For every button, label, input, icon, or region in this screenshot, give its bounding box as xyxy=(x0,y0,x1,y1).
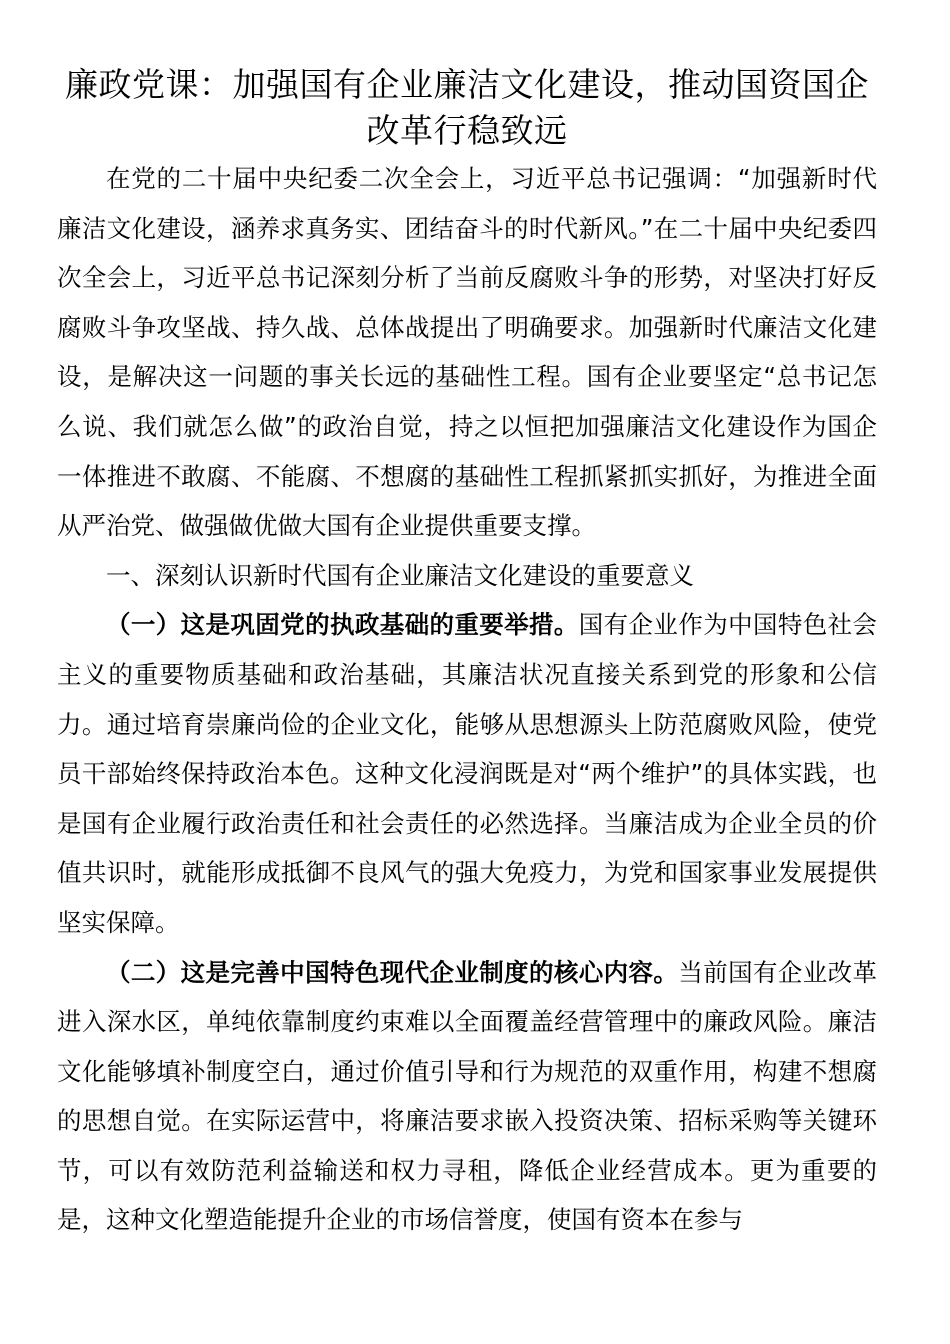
intro-paragraph: 在党的二十届中央纪委二次全会上，习近平总书记强调：“加强新时代廉洁文化建设，涵养求真务实、团结奋斗的时代新风。”在二十届中央纪委四次全会上，习近平总书记深刻分析了当前反腐败斗争的形势，对坚决打好反腐败斗争攻坚战、持久战、总体战提出了明确要求。加强新时代廉洁文化建设，是解决这一问题的事关长远的基础性工程。国有企业要坚定“总书记怎么说、我们就怎么做”的政治自觉，持之以恒把加强廉洁文化建设作为国企一体推进不敢腐、不能腐、不想腐的基础性工程抓紧抓实抓好，为推进全面从严治党、做强做优做大国有企业提供重要支撑。 xyxy=(57,164,877,541)
section-heading: 一、深刻认识新时代国有企业廉洁文化建设的重要意义 xyxy=(106,560,694,590)
document-page xyxy=(57,62,877,1245)
point-2-lead: （二）这是完善中国特色现代企业制度的核心内容。 xyxy=(106,957,679,987)
document-title: 廉政党课：加强国有企业廉洁文化建设，推动国资国企改革行稳致远 xyxy=(65,65,869,150)
point-1-paragraph xyxy=(57,600,877,947)
point-1-body: 国有企业作为中国特色社会主义的重要物质基础和政治基础，其廉洁状况直接关系到党的形象和公信力。通过培育崇廉尚俭的企业文化，能够从思想源头上防范腐败风险，使党员干部始终保持政治本色。这种文化浸润既是对“两个维护”的具体实践，也是国有企业履行政治责任和社会责任的必然选择。当廉洁成为企业全员的价值共识时，就能形成抵御不良风气的强大免疫力，为党和国家事业发展提供坚实保障。 xyxy=(57,610,877,937)
point-2-paragraph xyxy=(57,948,877,1246)
point-2-body: 当前国有企业改革进入深水区，单纯依靠制度约束难以全面覆盖经营管理中的廉政风险。廉洁文化能够填补制度空白，通过价值引导和行为规范的双重作用，构建不想腐的思想自觉。在实际运营中，将廉洁要求嵌入投资决策、招标采购等关键环节，可以有效防范利益输送和权力寻租，降低企业经营成本。更为重要的是，这种文化塑造能提升企业的市场信誉度，使国有资本在参与 xyxy=(57,957,878,1235)
point-1-lead: （一）这是巩固党的执政基础的重要举措。 xyxy=(106,610,579,640)
